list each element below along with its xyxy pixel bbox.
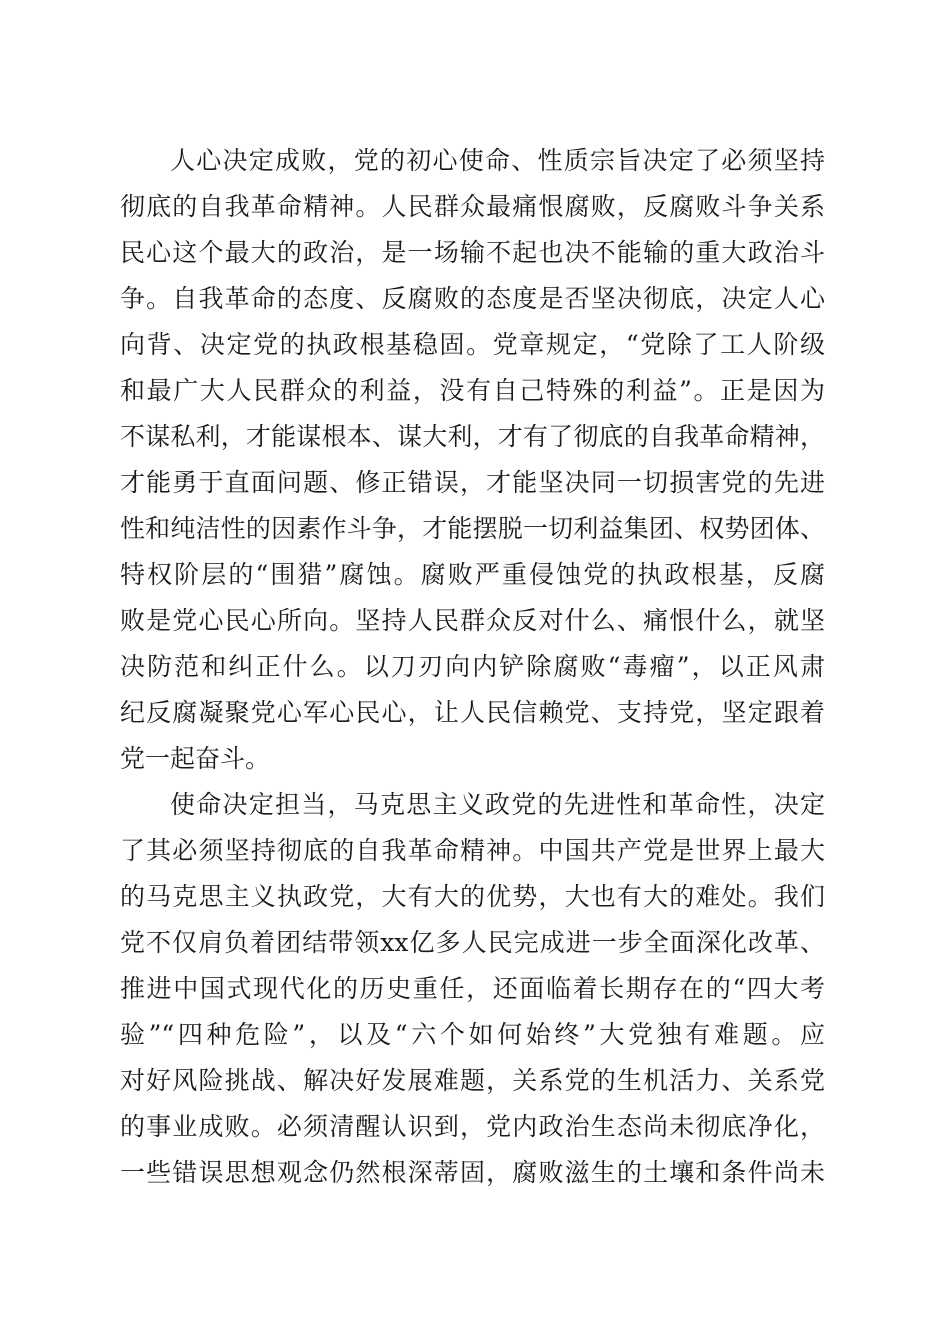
text-line: 了其必须坚持彻底的自我革命精神。中国共产党是世界上最大 xyxy=(120,836,825,865)
text-line: 决防范和纠正什么。以刀刃向内铲除腐败“毒瘤”，以正风肃 xyxy=(120,652,825,681)
text-line: 败是党心民心所向。坚持人民群众反对什么、痛恨什么，就坚 xyxy=(120,606,825,635)
text-line: 向背、决定党的执政根基稳固。党章规定，“党除了工人阶级 xyxy=(120,330,825,359)
text-line: 使命决定担当，马克思主义政党的先进性和革命性，决定 xyxy=(170,790,825,819)
text-line: 对好风险挑战、解决好发展难题，关系党的生机活力、关系党 xyxy=(120,1066,825,1095)
text-line: 的马克思主义执政党，大有大的优势，大也有大的难处。我们 xyxy=(120,882,825,911)
text-line: 验”“四种危险”，以及“六个如何始终”大党独有难题。应 xyxy=(120,1020,825,1049)
text-line: 争。自我革命的态度、反腐败的态度是否坚决彻底，决定人心 xyxy=(120,284,825,313)
text-line: 一些错误思想观念仍然根深蒂固，腐败滋生的土壤和条件尚未 xyxy=(120,1158,825,1187)
text-line: 特权阶层的“围猎”腐蚀。腐败严重侵蚀党的执政根基，反腐 xyxy=(120,560,825,589)
text-line: 的事业成败。必须清醒认识到，党内政治生态尚未彻底净化， xyxy=(120,1112,825,1141)
paragraph-1 xyxy=(120,138,825,782)
text-line: 纪反腐凝聚党心军心民心，让人民信赖党、支持党，坚定跟着 xyxy=(120,698,825,727)
body-text xyxy=(120,138,825,1196)
text-line: 党不仅肩负着团结带领xx亿多人民完成进一步全面深化改革、 xyxy=(120,928,825,957)
text-line: 才能勇于直面问题、修正错误，才能坚决同一切损害党的先进 xyxy=(120,468,825,497)
text-line: 人心决定成败，党的初心使命、性质宗旨决定了必须坚持 xyxy=(170,146,825,175)
text-line: 性和纯洁性的因素作斗争，才能摆脱一切利益集团、权势团体、 xyxy=(120,514,825,543)
text-line: 民心这个最大的政治，是一场输不起也决不能输的重大政治斗 xyxy=(120,238,825,267)
text-line: 彻底的自我革命精神。人民群众最痛恨腐败，反腐败斗争关系 xyxy=(120,192,825,221)
text-line: 党一起奋斗。 xyxy=(120,744,271,773)
text-line: 推进中国式现代化的历史重任，还面临着长期存在的“四大考 xyxy=(120,974,825,1003)
paragraph-2 xyxy=(120,782,825,1196)
text-line: 和最广大人民群众的利益，没有自己特殊的利益”。正是因为 xyxy=(120,376,825,405)
text-line: 不谋私利，才能谋根本、谋大利，才有了彻底的自我革命精神， xyxy=(120,422,825,451)
